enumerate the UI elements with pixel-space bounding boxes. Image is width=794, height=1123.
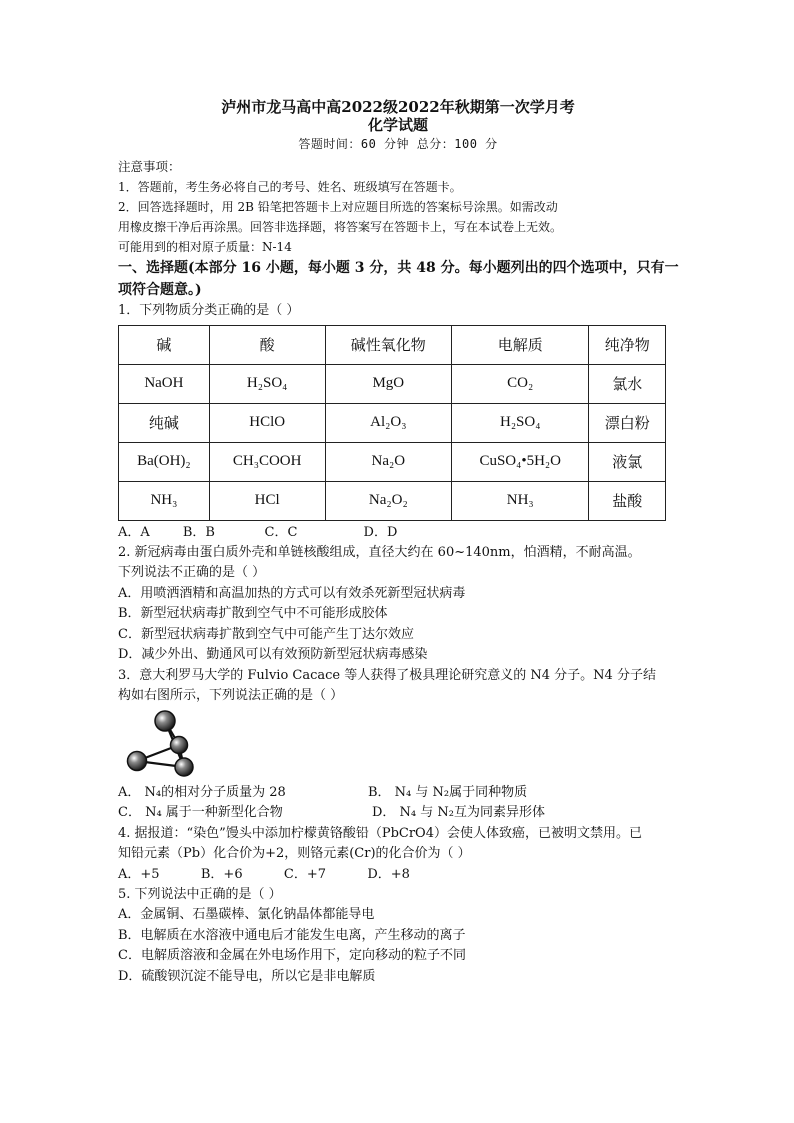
- question-3-option-c: C． N₄ 属于一种新型化合物: [118, 805, 283, 820]
- table-cell: HClO: [209, 403, 325, 442]
- section-heading-cont: 项符合题意。): [118, 282, 202, 298]
- question-3-option-a: A． N₄的相对分子质量为 28: [118, 784, 286, 800]
- table-cell: 氯水: [589, 364, 666, 403]
- question-5-option-d: D．硫酸钡沉淀不能导电，所以它是非电解质: [118, 968, 376, 984]
- question-2-option-b: B．新型冠状病毒扩散到空气中不可能形成胶体: [118, 606, 388, 621]
- table-cell: NaOH: [119, 364, 210, 403]
- table-cell: 盐酸: [589, 481, 666, 520]
- table-cell: MgO: [325, 364, 451, 403]
- note-item: 1．答题前，考生务必将自己的考号、姓名、班级填写在答题卡。: [118, 180, 462, 194]
- note-item: 2．回答选择题时，用 2B 铅笔把答题卡上对应题目所选的答案标号涂黑。如需改动: [118, 200, 558, 214]
- note-item: 可能用到的相对原子质量：N-14: [118, 240, 292, 254]
- question-3-options-row-1: [118, 783, 678, 804]
- table-cell: 液氯: [589, 442, 666, 481]
- table-cell: Na₂O₂: [325, 481, 451, 520]
- table-cell: Ba(OH)₂: [119, 442, 210, 481]
- question-3-option-d: D． N₄ 与 N₂互为同素异形体: [372, 805, 545, 820]
- exam-meta: 答题时间：60 分钟 总分：100 分: [298, 137, 498, 151]
- question-2-stem-cont: 下列说法不正确的是（ ）: [118, 565, 266, 580]
- question-2-option-a: A．用喷洒酒精和高温加热的方式可以有效杀死新型冠状病毒: [118, 585, 466, 601]
- section-heading: 一、选择题(本部分 16 小题，每小题 3 分，共 48 分。每小题列出的四个选项中，只有一: [118, 260, 679, 276]
- table-cell: Al₂O₃: [325, 403, 451, 442]
- table-header-row: [119, 325, 666, 364]
- table-cell: NH₃: [119, 481, 210, 520]
- table-cell: CH₃COOH: [209, 442, 325, 481]
- exam-title: 泸州市龙马高中高2022级2022年秋期第一次学月考: [221, 98, 575, 116]
- table-cell: HCl: [209, 481, 325, 520]
- question-1-options: A．A B．B C．C D．D: [118, 524, 398, 540]
- table-row: [119, 481, 666, 520]
- table-cell: Na₂O: [325, 442, 451, 481]
- table-cell: H₂SO₄: [209, 364, 325, 403]
- table-row: [119, 442, 666, 481]
- question-4-options: A．+5 B．+6 C．+7 D．+8: [118, 866, 410, 882]
- question-3-options-row-2: [118, 803, 678, 824]
- question-2-option-d: D．减少外出、勤通风可以有效预防新型冠状病毒感染: [118, 647, 428, 662]
- question-3-option-b: B． N₄ 与 N₂属于同种物质: [368, 784, 528, 800]
- table-cell: 漂白粉: [589, 403, 666, 442]
- question-4-stem-cont: 知铅元素（Pb）化合价为+2，则铬元素(Cr)的化合价为（ ）: [118, 846, 471, 861]
- question-1-stem: 1．下列物质分类正确的是（ ）: [118, 303, 300, 318]
- table-cell: CO₂: [452, 364, 589, 403]
- exam-subtitle: 化学试题: [367, 116, 428, 134]
- question-3-stem-cont: 构如右图所示，下列说法正确的是（ ）: [118, 688, 344, 703]
- table-cell: NH₃: [452, 481, 589, 520]
- notes-heading: 注意事项：: [118, 159, 181, 174]
- question-3-stem: 3．意大利罗马大学的 Fulvio Cacace 等人获得了极具理论研究意义的 N4 分子。N4 分子结: [118, 667, 656, 683]
- table-cell: H₂SO₄: [452, 403, 589, 442]
- question-2-option-c: C．新型冠状病毒扩散到空气中可能产生丁达尔效应: [118, 626, 414, 642]
- note-item: 用橡皮擦干净后再涂黑。回答非选择题，将答案写在答题卡上，写在本试卷上无效。: [118, 220, 563, 234]
- table-header-cell: 碱性氧化物: [325, 325, 451, 364]
- question-5-option-b: B．电解质在水溶液中通电后才能发生电离，产生移动的离子: [118, 927, 466, 943]
- question-5-option-a: A．金属铜、石墨碳棒、氯化钠晶体都能导电: [118, 907, 375, 922]
- table-header-cell: 酸: [209, 325, 325, 364]
- question-4-stem: 4. 据报道：“染色”馒头中添加柠檬黄铬酸铅（PbCrO4）会使人体致癌，已被明文禁用。已: [118, 825, 642, 841]
- table-header-cell: 碱: [119, 325, 210, 364]
- question-5-stem: 5. 下列说法中正确的是（ ）: [118, 886, 282, 902]
- n4-molecule-icon: [118, 707, 218, 783]
- table-cell: CuSO₄•5H₂O: [452, 442, 589, 481]
- table-row: [119, 364, 666, 403]
- table-cell: 纯碱: [119, 403, 210, 442]
- table-header-cell: 纯净物: [589, 325, 666, 364]
- exam-page: [118, 98, 678, 987]
- question-5-option-c: C．电解质溶液和金属在外电场作用下，定向移动的粒子不同: [118, 948, 466, 963]
- n4-molecule-figure: [118, 707, 678, 783]
- question-2-stem: 2. 新冠病毒由蛋白质外壳和单链核酸组成，直径大约在 60~140nm，怕酒精，不耐高温。: [118, 544, 641, 560]
- classification-table: [118, 325, 666, 521]
- table-row: [119, 403, 666, 442]
- table-header-cell: 电解质: [452, 325, 589, 364]
